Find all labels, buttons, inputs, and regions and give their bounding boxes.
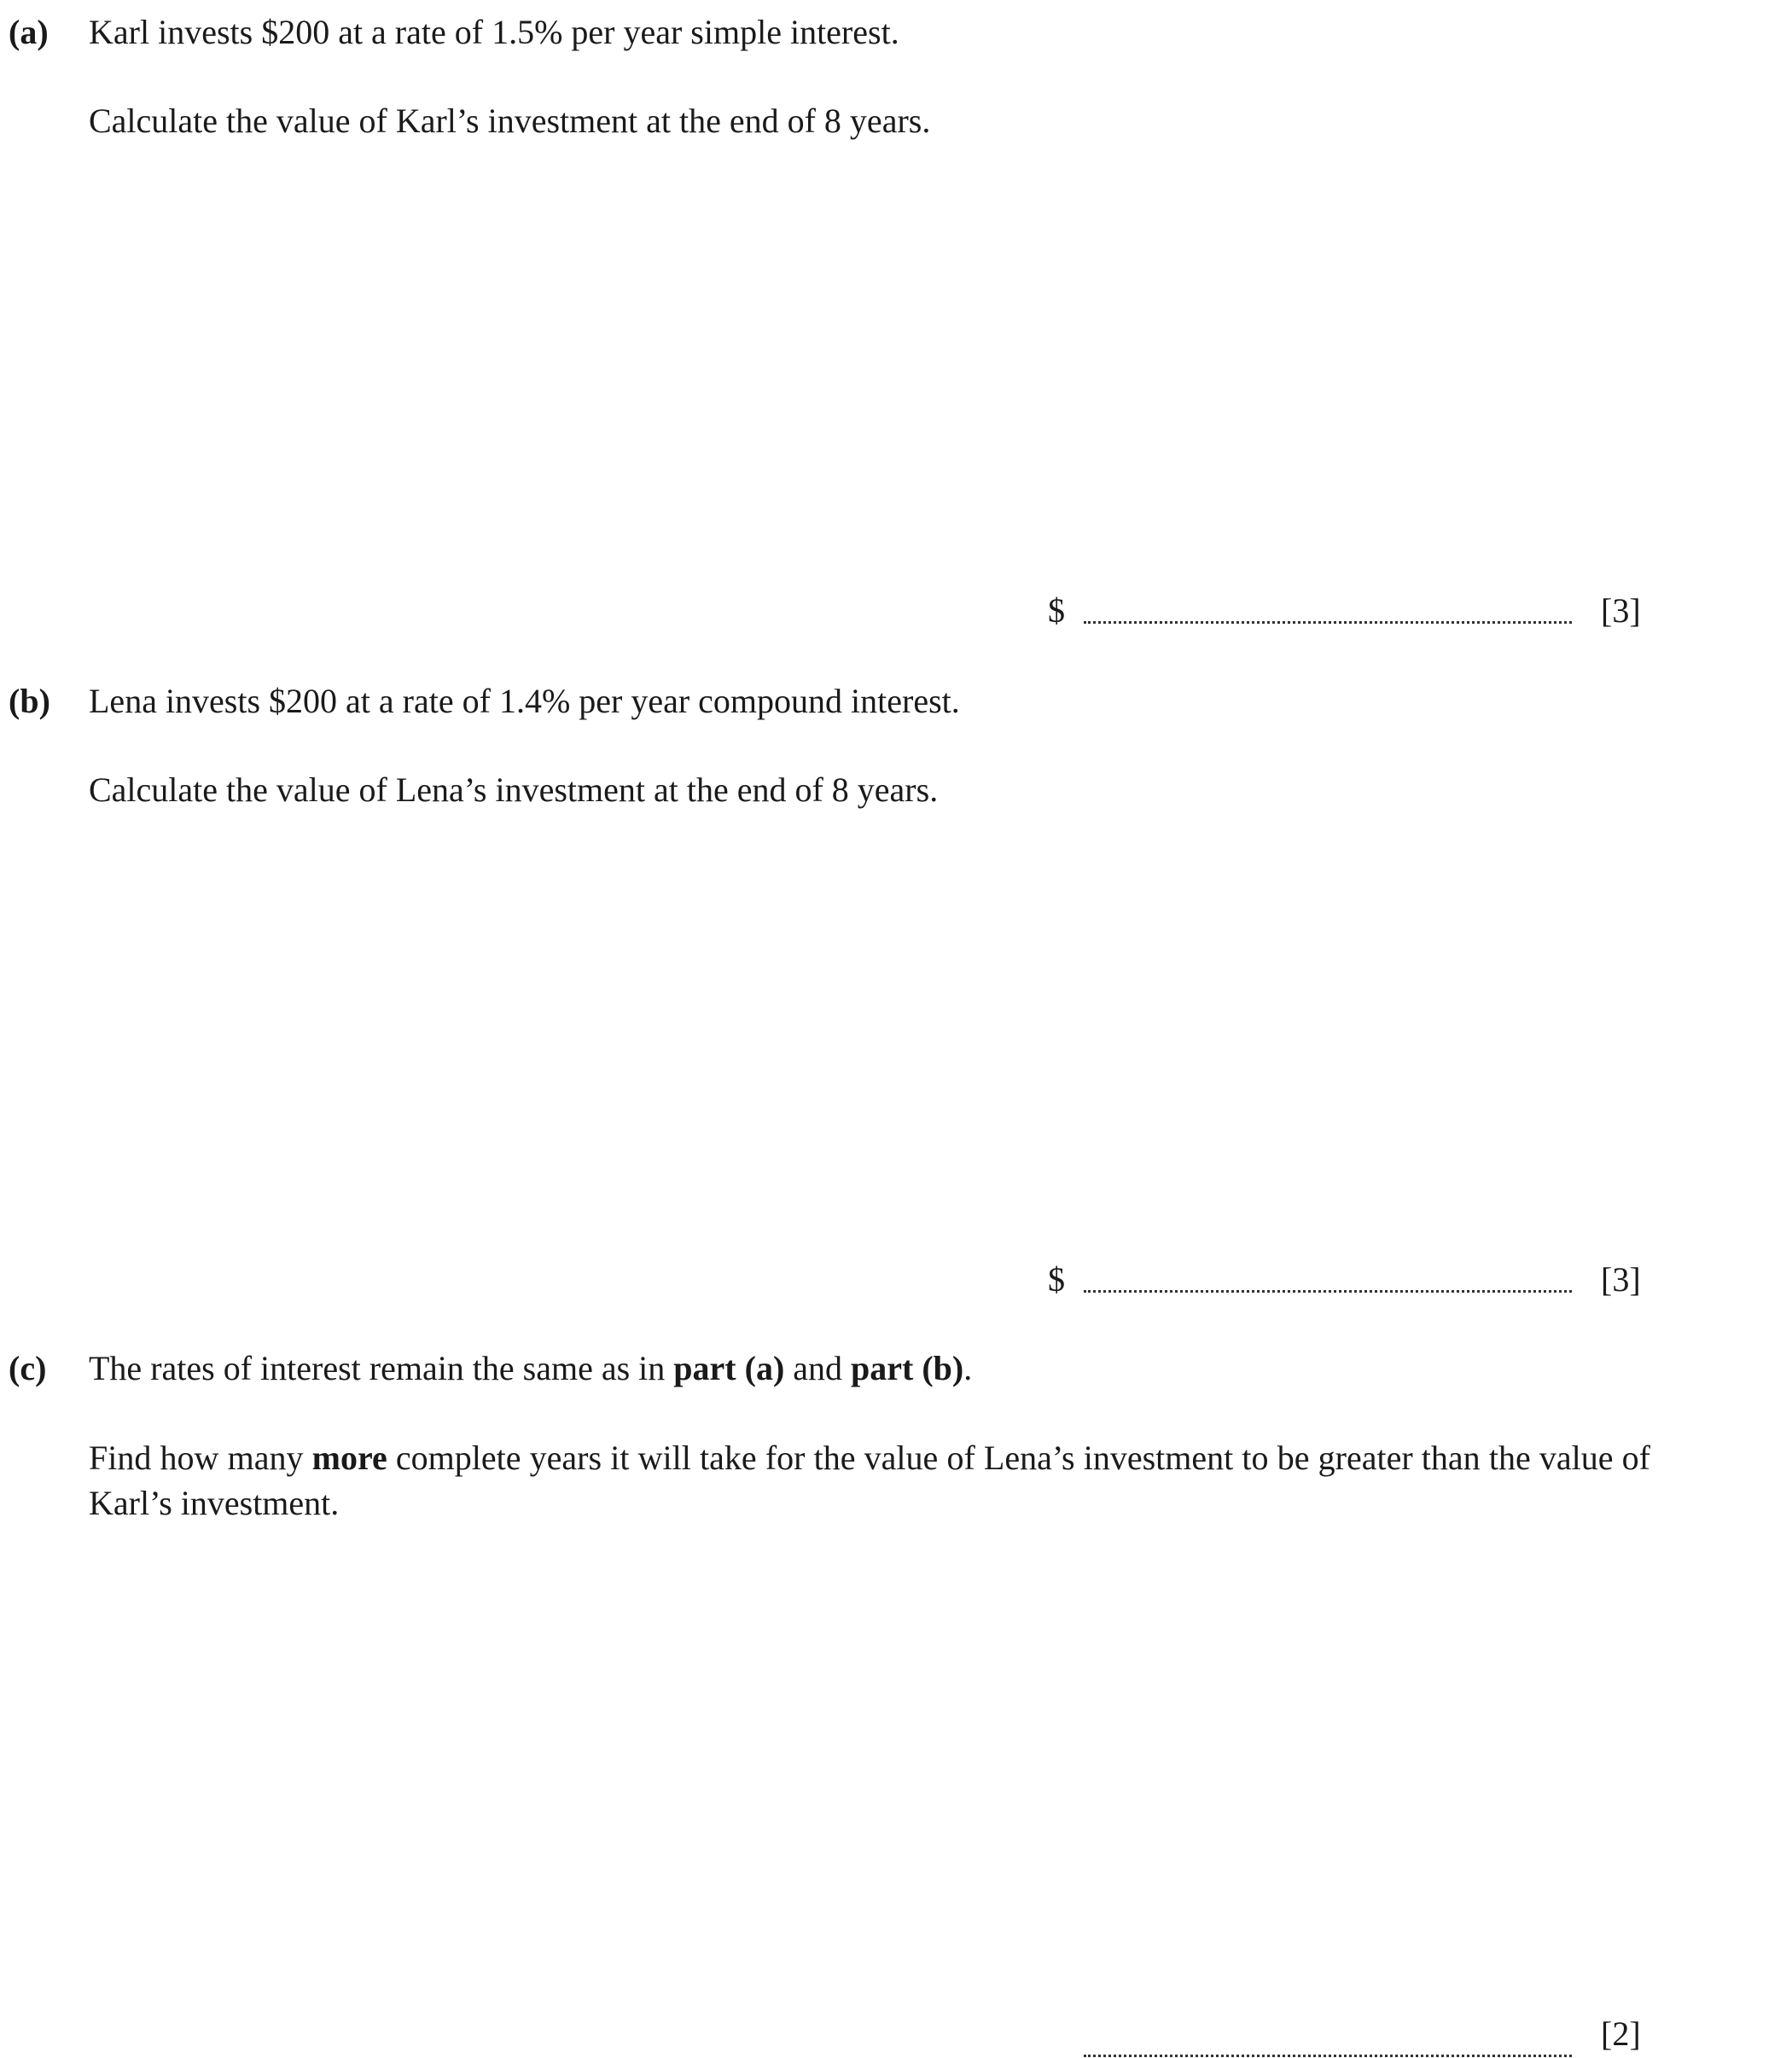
part-b-marks: [3] bbox=[1601, 1260, 1641, 1299]
part-b-working-space[interactable] bbox=[89, 823, 1650, 1232]
part-c-task-pre: Find how many bbox=[89, 1439, 312, 1477]
part-c-working-space[interactable] bbox=[89, 1536, 1650, 2014]
part-c-ref-part-b: part (b) bbox=[851, 1349, 964, 1387]
part-c-answer-line[interactable] bbox=[1084, 2055, 1572, 2057]
part-b-label: (b) bbox=[9, 682, 50, 720]
part-a-task: Calculate the value of Karl’s investment at the end of 8 years. bbox=[89, 102, 931, 140]
part-a-label: (a) bbox=[9, 13, 49, 51]
part-a-working-space[interactable] bbox=[89, 154, 1650, 563]
part-c-task-bold: more bbox=[311, 1439, 387, 1477]
part-a-marks: [3] bbox=[1601, 591, 1641, 630]
part-c-statement bbox=[89, 1346, 972, 1391]
part-b-statement: Lena invests $200 at a rate of 1.4% per year compound interest. bbox=[89, 682, 960, 720]
part-c-statement-pre: The rates of interest remain the same as in bbox=[89, 1349, 674, 1387]
part-c-statement-mid: and bbox=[784, 1349, 852, 1387]
part-a-statement: Karl invests $200 at a rate of 1.5% per year simple interest. bbox=[89, 13, 899, 51]
part-b-answer-line[interactable] bbox=[1084, 1290, 1572, 1293]
part-b-task: Calculate the value of Lena’s investment at the end of 8 years. bbox=[89, 770, 939, 809]
part-c-statement-post: . bbox=[963, 1349, 973, 1387]
part-c-label: (c) bbox=[9, 1349, 47, 1387]
part-c-task bbox=[89, 1435, 1650, 1526]
part-b-answer-prefix: $ bbox=[1048, 1260, 1065, 1299]
part-a-answer-line[interactable] bbox=[1084, 621, 1572, 624]
part-c-task-post: complete years it will take for the value of Lena’s investment to be greater than the value of Karl’s investment. bbox=[89, 1439, 1650, 1522]
part-c-marks: [2] bbox=[1601, 2014, 1641, 2053]
part-c-ref-part-a: part (a) bbox=[673, 1349, 785, 1387]
part-a-answer-prefix: $ bbox=[1048, 591, 1065, 630]
